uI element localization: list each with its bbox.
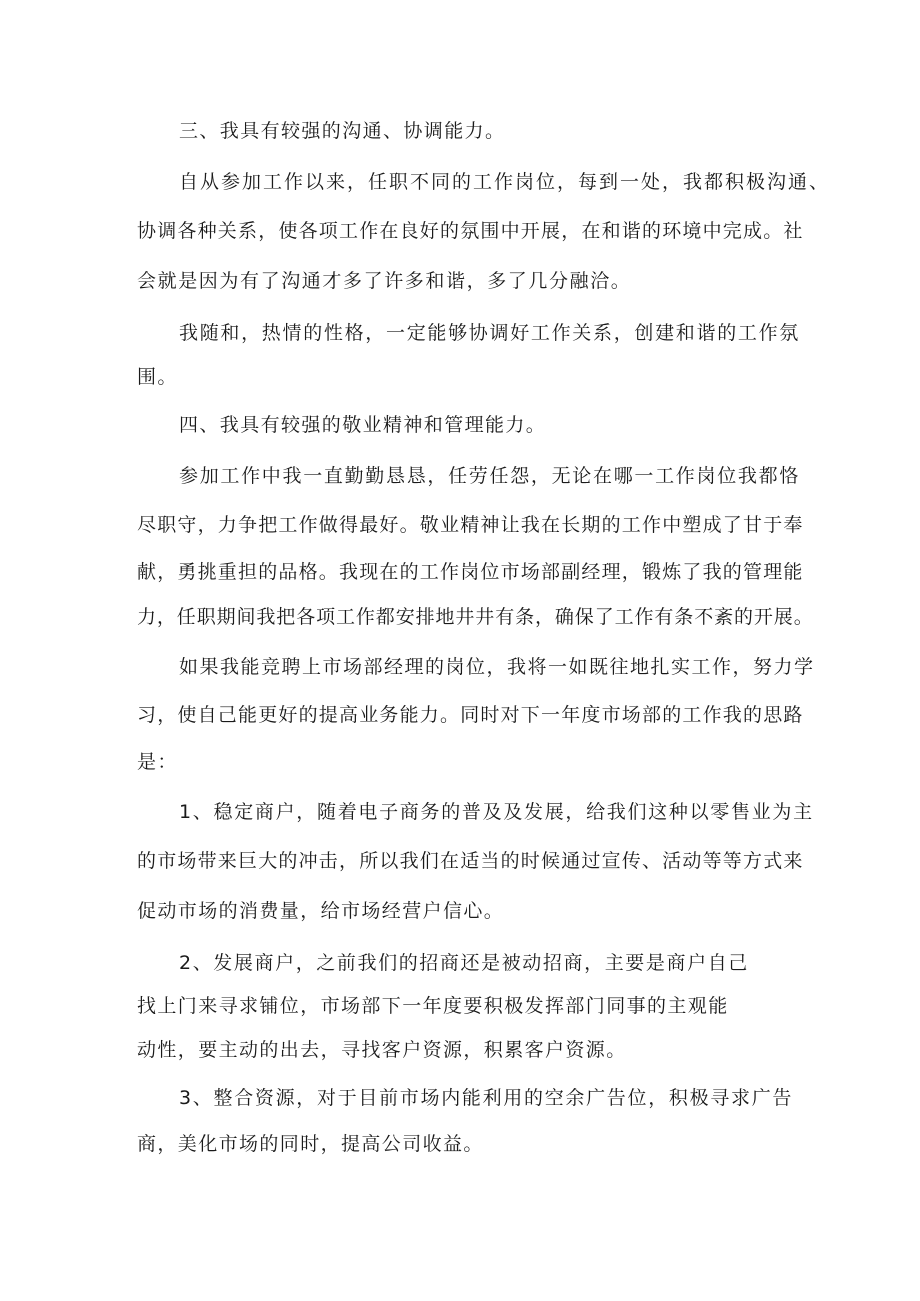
list-item-line: 找上门来寻求铺位，市场部下一年度要积极发挥部门同事的主观能 [137, 995, 729, 1017]
paragraph-line: 会就是因为有了沟通才多了许多和谐，多了几分融洽。 [137, 270, 632, 292]
paragraph-line: 参加工作中我一直勤勤恳恳，任劳任怨，无论在哪一工作岗位我都恪 [179, 465, 801, 487]
paragraph-line: 是： [137, 751, 178, 773]
paragraph-line: 献，勇挑重担的品格。我现在的工作岗位市场部副经理，锻炼了我的管理能 [137, 561, 804, 583]
paragraph-line: 自从参加工作以来，任职不同的工作岗位，每到一处，我都积极沟通、 [179, 171, 831, 193]
paragraph-line: 力，任职期间我把各项工作都安排地井井有条，确保了工作有条不紊的开展。 [137, 606, 814, 628]
paragraph-line: 习，使自己能更好的提高业务能力。同时对下一年度市场部的工作我的思路 [137, 704, 804, 726]
list-item-line: 促动市场的消费量，给市场经营户信心。 [137, 900, 505, 922]
list-item-line: 3、整合资源，对于目前市场内能利用的空余广告位，积极寻求广告 [179, 1087, 794, 1109]
list-item-line: 商，美化市场的同时，提高公司收益。 [137, 1133, 484, 1155]
list-item-line: 1、稳定商户，随着电子商务的普及及发展，给我们这种以零售业为主 [179, 801, 814, 823]
paragraph-line: 尽职守，力争把工作做得最好。敬业精神让我在长期的工作中塑成了甘于奉 [137, 514, 804, 536]
paragraph-line: 我随和，热情的性格，一定能够协调好工作关系，创建和谐的工作氛 [179, 322, 801, 344]
section-heading-3: 三、我具有较强的沟通、协调能力。 [179, 120, 506, 142]
list-item-line: 动性，要主动的出去，寻找客户资源，积累客户资源。 [137, 1039, 627, 1061]
paragraph-line: 协调各种关系，使各项工作在良好的氛围中开展，在和谐的环境中完成。社 [137, 220, 804, 242]
paragraph-line: 如果我能竞聘上市场部经理的岗位，我将一如既往地扎实工作，努力学 [179, 656, 815, 678]
list-item-line: 2、发展商户，之前我们的招商还是被动招商，主要是商户自己 [179, 952, 749, 974]
paragraph-line: 围。 [137, 366, 178, 388]
list-item-line: 的市场带来巨大的冲击，所以我们在适当的时候通过宣传、活动等等方式来 [137, 850, 804, 872]
section-heading-4: 四、我具有较强的敬业精神和管理能力。 [179, 414, 547, 436]
